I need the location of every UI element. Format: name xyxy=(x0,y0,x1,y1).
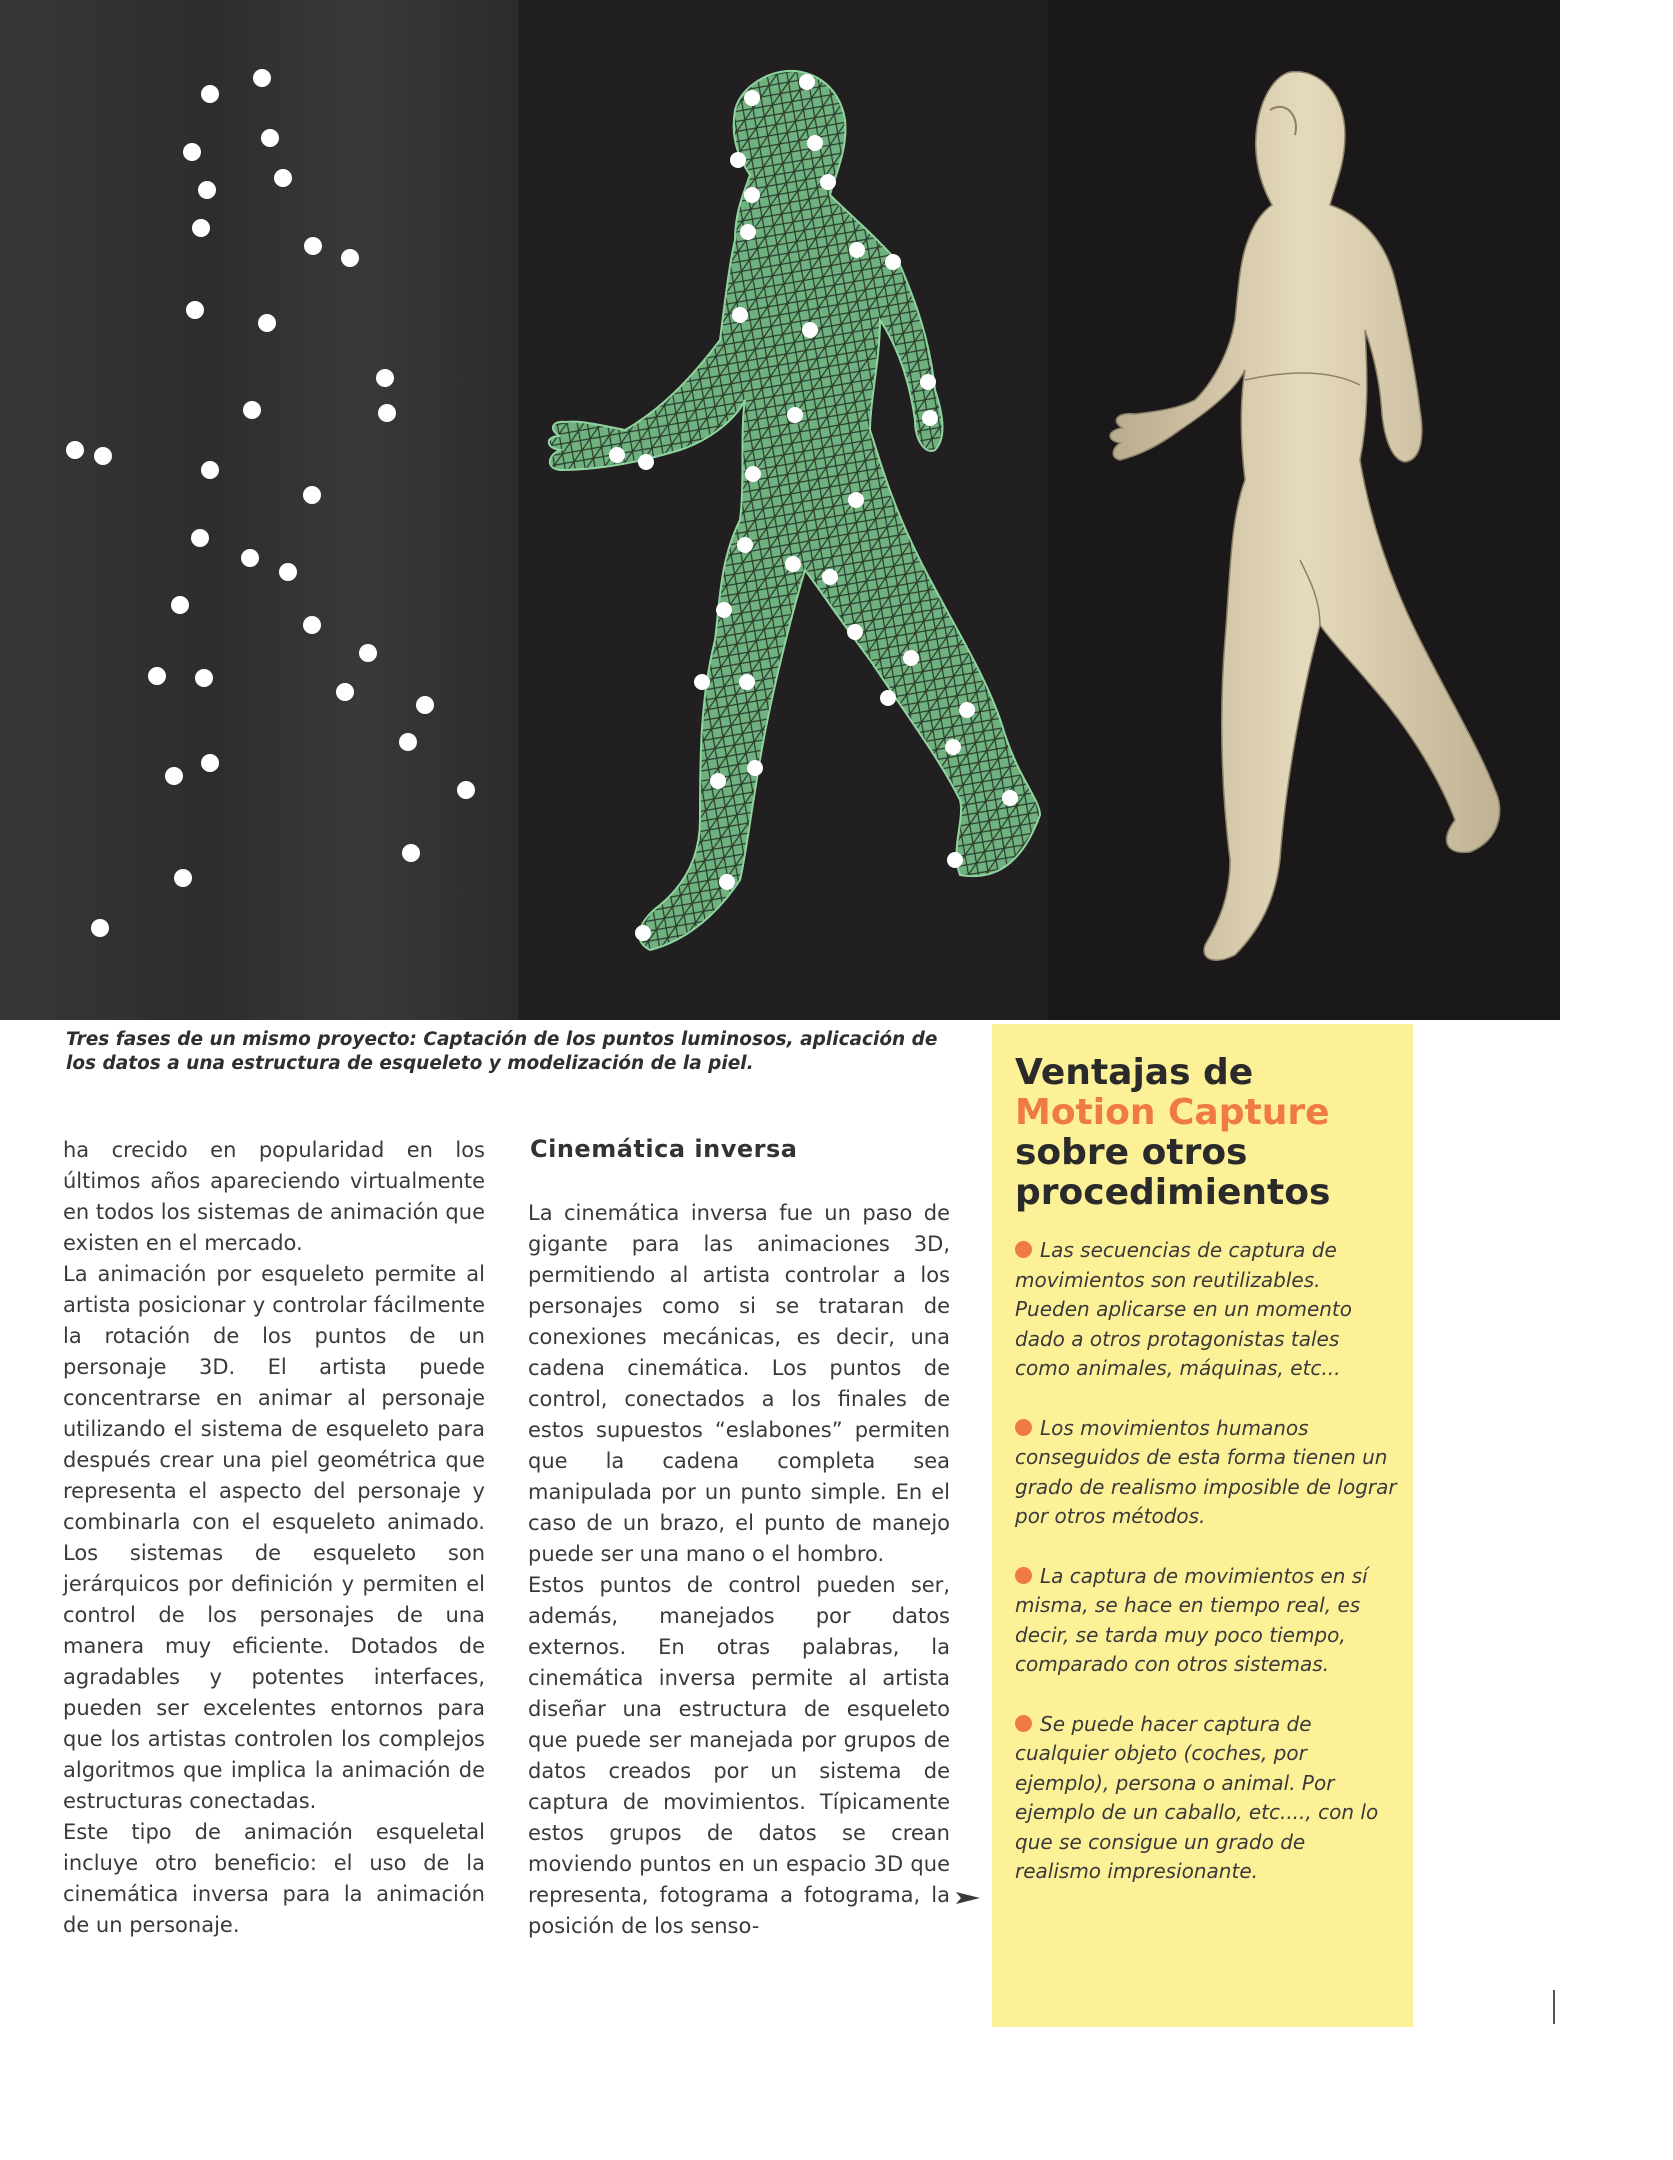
paragraph: La animación por esqueleto permite al artista posicionar y controlar fácilmente la rotación de los puntos de un personaje 3D. El artista puede concentrarse en animar al personaje utilizando el sistema de esqueleto para después crear una piel geométrica que representa el aspecto del personaje y combinarla con el esqueleto animado. Los sistemas de esqueleto son jerárquicos por definición y permiten el control de los personajes de una manera muy eficiente. Dotados de agradables y potentes interfaces, pueden ser excelentes entornos para que los artistas controlen los complejos algoritmos que implica la animación de estructuras conectadas. xyxy=(63,1262,485,1813)
list-item xyxy=(1015,1414,1397,1532)
paragraph: Estos puntos de control pueden ser, además, manejados por datos externos. En otras palabras, la cinemática inversa permite al artista diseñar una estructura de esqueleto que puede ser manejada por grupos de datos creados por un sistema de captura de movimientos. Típicamente estos grupos de datos se crean moviendo puntos en un espacio 3D que representa, fotograma a fotograma, la posición de los senso- xyxy=(528,1573,950,1938)
list-item xyxy=(1015,1710,1397,1887)
sidebar-title xyxy=(1015,1053,1410,1213)
marker-points xyxy=(66,69,475,937)
sidebar-list xyxy=(1015,1236,1397,1917)
list-item xyxy=(1015,1562,1397,1680)
sidebar-title-line: procedimientos xyxy=(1015,1172,1331,1213)
middle-column xyxy=(528,1198,950,1942)
bullet-icon xyxy=(1015,1715,1032,1732)
bullet-icon xyxy=(1015,1241,1032,1258)
paragraph: Este tipo de animación esqueletal incluye otro beneficio: el uso de la cinemática inversa para la animación de un personaje. xyxy=(63,1820,485,1937)
paragraph: ha crecido en popularidad en los últimos años apareciendo virtualmente en todos los sistemas de animación que existen en el mercado. xyxy=(63,1138,485,1255)
skinned-figure xyxy=(1110,72,1500,961)
right-arrow-icon xyxy=(956,1890,980,1906)
section-heading: Cinemática inversa xyxy=(530,1135,798,1163)
figure-artwork xyxy=(0,0,1560,1020)
motion-capture-figure xyxy=(0,0,1560,1020)
list-item-text: La captura de movimientos en sí misma, se hace en tiempo real, es decir, se tarda muy poco tiempo, comparado con otros sistemas. xyxy=(1015,1563,1368,1676)
list-item-text: Se puede hacer captura de cualquier objeto (coches, por ejemplo), persona o animal. Por ejemplo de un caballo, etc...., con lo que se consigue un grado de realismo impresionante. xyxy=(1015,1711,1379,1883)
bullet-icon xyxy=(1015,1419,1032,1436)
page-edge-mark xyxy=(1553,1990,1555,2024)
left-column xyxy=(63,1135,485,1941)
list-item xyxy=(1015,1236,1397,1384)
sidebar-title-accent: Motion Capture xyxy=(1015,1092,1330,1133)
sidebar-title-line: Ventajas de xyxy=(1015,1052,1254,1093)
list-item-text: Las secuencias de captura de movimientos son reutilizables. Pueden aplicarse en un momento dado a otros protagonistas tales como animales, máquinas, etc... xyxy=(1015,1238,1353,1380)
sidebar-title-line: sobre otros xyxy=(1015,1132,1248,1173)
list-item-text: Los movimientos humanos conseguidos de esta forma tienen un grado de realismo imposible de lograr por otros métodos. xyxy=(1015,1415,1397,1528)
paragraph: La cinemática inversa fue un paso de gigante para las animaciones 3D, permitiendo al artista controlar a los personajes como si se trataran de conexiones mecánicas, es decir, una cadena cinemática. Los puntos de control, conectados a los finales de estos supuestos “eslabones” permiten que la cadena completa sea manipulada por un punto simple. En el caso de un brazo, el punto de manejo puede ser una mano o el hombro. xyxy=(528,1201,950,1566)
wireframe-figure xyxy=(549,71,1040,950)
bullet-icon xyxy=(1015,1567,1032,1584)
figure-caption: Tres fases de un mismo proyecto: Captación de los puntos luminosos, aplicación de los datos a una estructura de esqueleto y modelización de la piel. xyxy=(66,1029,938,1074)
